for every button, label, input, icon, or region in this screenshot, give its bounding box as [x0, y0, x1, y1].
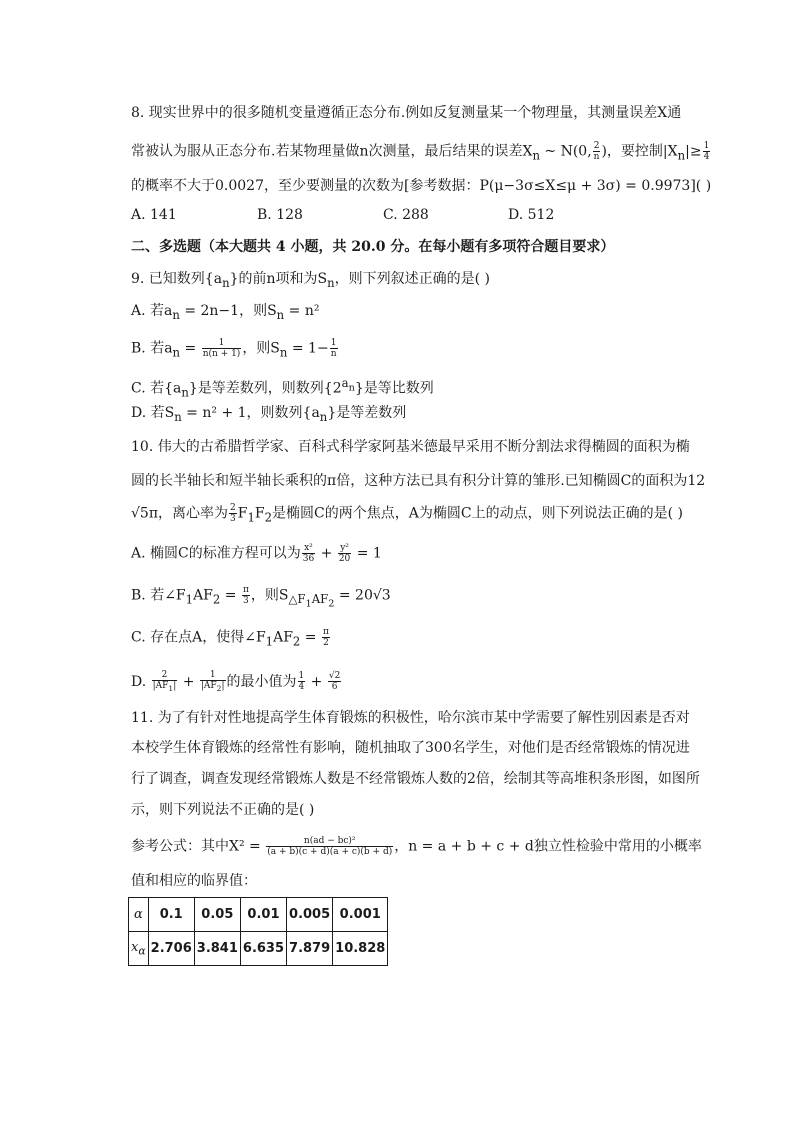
q9-a-1: A. 若a — [131, 303, 173, 319]
q8-variance-fraction — [593, 141, 601, 162]
q9-a-2: = 2n−1，则S — [179, 303, 277, 319]
q10-d-frac1-den: $|AF_1|$ — [152, 681, 177, 693]
section2-header — [131, 238, 614, 256]
q10-d-1: D. — [131, 673, 151, 690]
q10-a-frac1-num: x² — [302, 543, 315, 554]
q11-formula-b: ，n = a + b + c + d独立性检验中常用的小概率 — [394, 838, 702, 855]
q10-d-frac1-num: 2 — [152, 670, 178, 681]
q10-line3-f2: F — [254, 505, 265, 522]
q9-b-1: B. 若a — [131, 340, 173, 357]
q9-stem-b: }的前n项和为S — [229, 271, 328, 287]
table-cell: 6.635 — [240, 932, 286, 966]
q10-line3 — [131, 503, 683, 526]
q10-a-frac2-den: 20 — [338, 554, 351, 564]
q9-a-sub2: n — [276, 307, 285, 322]
q9-stem-a: 9. 已知数列{a — [131, 271, 223, 287]
q8-quarter-fraction — [703, 141, 711, 162]
q8-line2-text: 常被认为服从正态分布.若某物理量做n次测量，最后结果的误差X — [131, 143, 533, 160]
q9-option-a — [131, 302, 319, 324]
q10-b-frac-num: π — [242, 585, 249, 595]
q10-a-2: = 1 — [352, 545, 382, 562]
q8-line2 — [131, 141, 711, 164]
q10-d-frac4 — [328, 671, 341, 692]
q8-line1: 8. 现实世界中的很多随机变量遵循正态分布.例如反复测量某一个物理量，其测量误差X通 — [131, 105, 682, 121]
q8-line2-ctrl: )，要控制|X — [601, 143, 678, 160]
q10-option-b — [131, 585, 391, 614]
q9-d-3: }是等差数列 — [327, 405, 407, 421]
q8-line2-sub2: n — [677, 148, 686, 163]
q11-line3: 行了调查，调查发现经常锻炼人数是不经常锻炼人数的2倍，绘制其等高堆积条形图，如图所 — [131, 771, 700, 787]
q9-stem-sub2: n — [327, 275, 335, 290]
q8-option-c: C. 288 — [383, 207, 429, 223]
critical-value-table — [128, 897, 388, 966]
q10-ecc-den: 3 — [230, 514, 236, 524]
q10-d-frac4-num: √2 — [328, 671, 341, 682]
table-cell: 2.706 — [148, 932, 194, 966]
q11-formula — [131, 836, 702, 857]
q9-c-sup: an — [341, 376, 355, 394]
q9-c-2: }是等差数列，则数列{2 — [188, 380, 342, 397]
q10-f2-sub: 2 — [264, 510, 273, 525]
q10-f1-sub: 1 — [247, 510, 255, 525]
q10-option-c — [131, 627, 331, 650]
q10-c-sub1: 1 — [265, 634, 274, 649]
table-head-x-alpha — [129, 932, 149, 966]
q10-c-sub2: 2 — [292, 634, 301, 649]
q10-b-sub1: 1 — [185, 592, 194, 607]
table-cell: 3.841 — [194, 932, 240, 966]
q8-option-a: A. 141 — [131, 207, 177, 223]
table-head-alpha: α — [129, 898, 149, 932]
table-cell: 7.879 — [287, 932, 333, 966]
q8-variance-den: n — [593, 152, 600, 162]
q11-chi-fraction — [266, 836, 393, 857]
q10-d-frac4-den: 6 — [331, 682, 338, 693]
q10-line2: 圆的长半轴长和短半轴长乘积的π倍，这种方法已具有积分计算的雏形.已知椭圆C的面积为12 — [131, 473, 706, 489]
q11-chi-den: (a + b)(c + d)(a + c)(b + d) — [267, 847, 393, 857]
q8-line2-dist: ~ N(0, — [539, 143, 592, 160]
q9-d-2: = n² + 1，则数列{a — [181, 405, 320, 421]
q10-a-frac2 — [338, 543, 351, 564]
table-head-x: x — [131, 939, 139, 955]
q10-line3-d: 是椭圆C的两个焦点，A为椭圆C上的动点，则下列说法正确的是( ) — [272, 505, 683, 522]
table-cell: 10.828 — [333, 932, 388, 966]
q8-options — [131, 207, 591, 225]
q9-b-fraction — [202, 338, 242, 359]
table-cell: 0.1 — [148, 898, 194, 932]
q8-option-d: D. 512 — [508, 207, 555, 223]
q10-b-2: AF — [193, 587, 213, 604]
section2-title: 二、多选题 — [131, 239, 201, 255]
q10-d-frac3-den: 4 — [298, 682, 305, 693]
q10-c-1: C. 存在点A，使得∠F — [131, 629, 266, 646]
q10-b-1: B. 若∠F — [131, 587, 186, 604]
q10-a-1: A. 椭圆C的标准方程可以为 — [131, 545, 301, 562]
q9-b-frac-den: n(n + 1) — [202, 349, 241, 359]
q10-b-sub2: 2 — [212, 592, 221, 607]
q10-d-frac2-den: $|AF_2|$ — [200, 681, 225, 693]
q10-d-2: 的最小值为 — [226, 673, 297, 690]
q9-stem-c: ，则下列叙述正确的是( ) — [334, 271, 490, 287]
table-cell: 0.001 — [333, 898, 388, 932]
q9-b-frac2-den: n — [330, 349, 337, 359]
q9-stem-sub: n — [222, 275, 230, 290]
q9-b-frac-num: 1 — [202, 338, 242, 349]
q10-d-frac2-num: 1 — [200, 670, 226, 681]
q9-a-sub: n — [172, 307, 180, 322]
q9-b-fraction2 — [330, 338, 338, 359]
q9-a-3: = n² — [284, 303, 320, 319]
q9-c-1: C. 若{a — [131, 380, 182, 397]
q8-line2-sub: n — [532, 148, 540, 163]
q9-option-b — [131, 338, 339, 361]
q10-d-frac2 — [200, 670, 226, 694]
q10-option-a: A. 椭圆C的标准方程可以为 $\frac{\text{x²}}{36}$ + $\frac{\text{y²}}{20}$ = 1 — [131, 543, 382, 564]
q9-b-sub2: n — [279, 345, 288, 360]
q10-c-frac-num: π — [322, 627, 329, 637]
q10-c-3: = — [300, 629, 321, 646]
q10-b-3: = — [220, 587, 241, 604]
q10-a-frac2-num: y² — [338, 543, 351, 554]
q10-b-sub3: △F1AF2 — [288, 592, 335, 610]
q9-d-sub: n — [174, 409, 182, 424]
q10-d-frac3 — [298, 671, 306, 692]
q10-line1: 10. 伟大的古希腊哲学家、百科式科学家阿基米德最早采用不断分割法求得椭圆的面积为椭 — [131, 439, 690, 455]
q9-option-c — [131, 374, 434, 401]
q9-b-sub: n — [172, 345, 181, 360]
q9-d-sub2: n — [319, 409, 328, 424]
q8-quarter-den: 4 — [703, 152, 710, 162]
q8-variance-num: 2 — [593, 141, 600, 151]
q10-b-5: = 20√3 — [334, 587, 391, 604]
q9-c-sub: n — [181, 385, 189, 400]
table-cell: 0.005 — [287, 898, 333, 932]
q10-b-4: ，则S — [250, 587, 289, 604]
q11-line1: 11. 为了有针对性地提高学生体育锻炼的积极性，哈尔滨市某中学需要了解性别因素是否对 — [131, 710, 690, 726]
q9-b-4: = 1− — [287, 340, 329, 357]
table-cell: 0.01 — [240, 898, 286, 932]
q10-c-frac — [322, 627, 330, 648]
q10-c-2: AF — [273, 629, 293, 646]
q10-line3-a: √5π，离心率为 — [131, 505, 229, 522]
section2-note: （本大题共 4 小题，共 20.0 分。在每小题有多项符合题目要求） — [201, 239, 615, 255]
q11-line2: 本校学生体育锻炼的经常性有影响，随机抽取了300名学生，对他们是否经常锻炼的情况进 — [131, 740, 690, 756]
table-cell: 0.05 — [194, 898, 240, 932]
q11-chi-num: n(ad − bc)² — [266, 836, 393, 847]
q10-d-frac1 — [152, 670, 178, 694]
q11-formula-a: 参考公式：其中X² = — [131, 838, 266, 855]
table-head-x-sub: α — [138, 944, 146, 958]
table-row — [129, 932, 388, 966]
q10-c-frac-den: 2 — [323, 638, 329, 648]
q8-line3: 的概率不大于0.0027，至少要测量的次数为[参考数据：P(μ−3σ≤X≤μ + 3σ) = 0.9973]( ) — [131, 178, 712, 194]
q10-b-frac-den: 3 — [243, 596, 249, 606]
q10-a-frac1-den: 36 — [302, 554, 315, 564]
q10-ecc-num: 2 — [230, 503, 236, 513]
q9-b-frac2-num: 1 — [330, 338, 337, 348]
q11-line4: 示，则下列说法不正确的是( ) — [131, 802, 315, 818]
q11-line6: 值和相应的临界值： — [131, 873, 257, 889]
q8-line2-geq: |≥ — [685, 143, 702, 160]
q10-ecc-fraction — [229, 503, 237, 524]
q10-b-frac — [242, 585, 250, 606]
q10-line3-f1: F — [237, 505, 248, 522]
q10-a-frac1 — [302, 543, 315, 564]
q8-quarter-num: 1 — [703, 141, 710, 151]
q9-b-3: ，则S — [242, 340, 280, 357]
q9-stem — [131, 270, 490, 292]
q9-c-3: }是等比数列 — [354, 380, 434, 397]
q9-d-1: D. 若S — [131, 405, 175, 421]
q8-option-b: B. 128 — [257, 207, 303, 223]
table-row — [129, 898, 388, 932]
q10-d-frac3-num: 1 — [298, 671, 305, 682]
q9-b-2: = — [180, 340, 201, 357]
q9-option-d — [131, 404, 406, 426]
q10-option-d: D. $\frac{2}{|AF_1|}$ + $\frac{1}{|AF_2|}$ 的最小值为 $\frac{1}{4}$ + $\frac{√2}{6}$ — [131, 670, 341, 693]
